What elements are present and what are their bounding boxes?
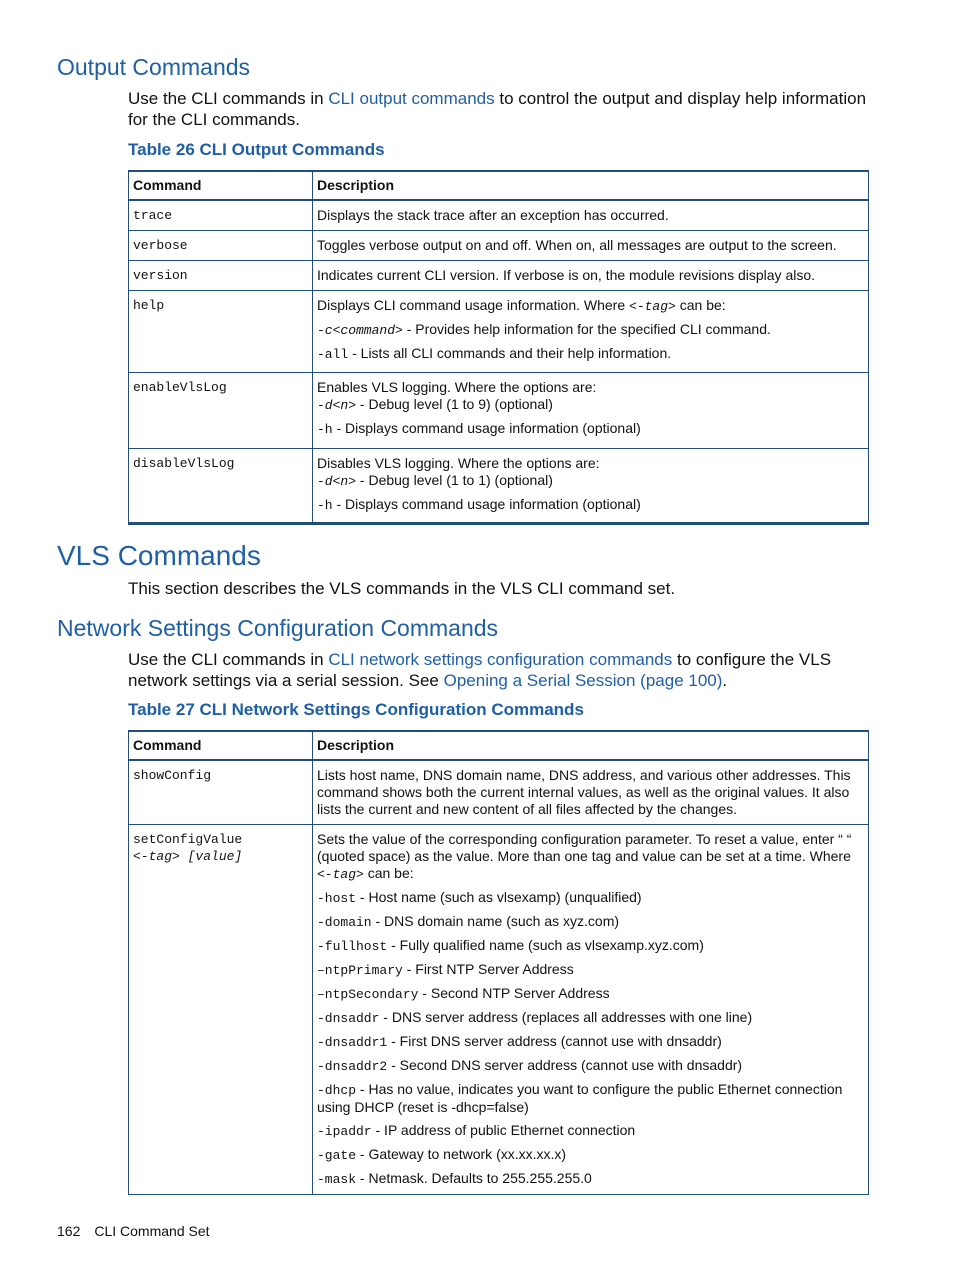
output-intro <box>128 88 873 130</box>
network-intro <box>128 649 873 691</box>
option-text: - DNS server address (replaces all addresses with one line) <box>379 1009 753 1025</box>
option-line <box>317 396 864 414</box>
description-line: Enables VLS logging. Where the options are: <box>317 379 597 395</box>
option-line <box>317 321 864 339</box>
page-number: 162 <box>57 1223 81 1239</box>
text: can be: <box>675 297 726 313</box>
text: - Displays command usage information (optional) <box>332 420 641 436</box>
option-line <box>317 1146 864 1164</box>
command-cell: verbose <box>129 231 313 261</box>
option-code: -dnsaddr1 <box>317 1035 388 1050</box>
column-header-command: Command <box>129 731 313 760</box>
option-code: -host <box>317 891 357 906</box>
option-text: - Host name (such as vlsexamp) (unqualified) <box>356 889 642 905</box>
description-intro <box>317 831 864 883</box>
code: <-tag> <box>629 299 676 314</box>
column-header-description: Description <box>313 731 869 760</box>
text: can be: <box>363 865 414 881</box>
table-row <box>129 373 869 449</box>
option-line <box>317 937 864 955</box>
network-intro-text: Use the CLI commands in <box>128 650 329 669</box>
code: -h <box>317 498 333 513</box>
option-line <box>317 961 864 979</box>
option-line <box>317 1081 864 1116</box>
description-cell <box>313 449 869 524</box>
code: -c<command> <box>317 323 403 338</box>
description-cell <box>313 373 869 449</box>
description-cell: Lists host name, DNS domain name, DNS address, and various other addresses. This command shows both the current internal values, as well as the original values. It also lists the current and new content of all files affected by the changes. <box>313 760 869 825</box>
network-settings-heading: Network Settings Configuration Commands <box>57 615 499 641</box>
vls-commands-heading: VLS Commands <box>57 540 261 571</box>
option-code: –ntpSecondary <box>317 987 419 1002</box>
text: Sets the value of the corresponding configuration parameter. To reset a value, enter “ “ (quoted space) as the value. More than one tag and value can be set at a time. Where <box>317 831 852 864</box>
table-row <box>129 825 869 1195</box>
description-cell <box>313 825 869 1195</box>
option-code: –ntpPrimary <box>317 963 403 978</box>
option-text: - Gateway to network (xx.xx.xx.x) <box>356 1146 567 1162</box>
network-intro-text-end: . <box>722 671 728 690</box>
option-code: -dnsaddr2 <box>317 1059 388 1074</box>
table-row <box>129 231 869 261</box>
code: -d<n> <box>317 474 357 489</box>
code: -d<n> <box>317 398 357 413</box>
option-line <box>317 1057 864 1075</box>
option-line <box>317 889 864 907</box>
description-line: Disables VLS logging. Where the options are: <box>317 455 600 471</box>
command-args: <-tag> [value] <box>133 849 243 864</box>
command-cell: disableVlsLog <box>129 449 313 524</box>
code: -h <box>317 422 333 437</box>
option-text: - Second DNS server address (cannot use with dnsaddr) <box>387 1057 743 1073</box>
text: - Debug level (1 to 9) (optional) <box>356 396 553 412</box>
description-line <box>317 297 864 315</box>
option-line <box>317 345 864 363</box>
option-line <box>317 496 864 514</box>
option-code: -ipaddr <box>317 1124 372 1139</box>
option-line <box>317 472 864 490</box>
output-commands-heading: Output Commands <box>57 54 251 80</box>
description-cell: Toggles verbose output on and off. When on, all messages are output to the screen. <box>313 231 869 261</box>
command-cell: trace <box>129 200 313 231</box>
option-line <box>317 1122 864 1140</box>
option-text: - Netmask. Defaults to 255.255.255.0 <box>356 1170 592 1186</box>
command-name: setConfigValue <box>133 832 243 847</box>
cli-network-settings-table <box>128 730 869 1195</box>
option-text: - First NTP Server Address <box>402 961 574 977</box>
option-text: - IP address of public Ethernet connection <box>371 1122 636 1138</box>
text: - Lists all CLI commands and their help information. <box>348 345 672 361</box>
option-line <box>317 913 864 931</box>
option-line <box>317 1033 864 1051</box>
command-cell: showConfig <box>129 760 313 825</box>
option-line <box>317 1170 864 1188</box>
column-header-command: Command <box>129 171 313 200</box>
table-row <box>129 760 869 825</box>
code: <-tag> <box>317 867 364 882</box>
description-cell: Indicates current CLI version. If verbose is on, the module revisions display also. <box>313 261 869 291</box>
option-text: - First DNS server address (cannot use with dnsaddr) <box>387 1033 722 1049</box>
option-code: -fullhost <box>317 939 388 954</box>
option-text: - DNS domain name (such as xyz.com) <box>371 913 620 929</box>
description-cell <box>313 291 869 373</box>
text: - Debug level (1 to 1) (optional) <box>356 472 553 488</box>
command-cell <box>129 825 313 1195</box>
text: - Provides help information for the specified CLI command. <box>402 321 771 337</box>
output-intro-text: Use the CLI commands in <box>128 89 329 108</box>
description-cell: Displays the stack trace after an exception has occurred. <box>313 200 869 231</box>
option-text: - Fully qualified name (such as vlsexamp.xyz.com) <box>387 937 704 953</box>
code: -all <box>317 347 349 362</box>
option-text: - Second NTP Server Address <box>418 985 610 1001</box>
text: Displays CLI command usage information. Where <box>317 297 630 313</box>
table-row <box>129 291 869 373</box>
cli-network-settings-link[interactable]: CLI network settings configuration commands <box>328 650 673 669</box>
option-text: - Has no value, indicates you want to configure the public Ethernet connection using DHCP (reset is -dhcp=false) <box>317 1081 843 1115</box>
table-27-caption: Table 27 CLI Network Settings Configuration Commands <box>128 700 584 719</box>
output-intro-text-end: to control the output and display help information for the CLI commands. <box>128 89 867 129</box>
option-code: -gate <box>317 1148 357 1163</box>
command-cell: version <box>129 261 313 291</box>
option-code: -mask <box>317 1172 357 1187</box>
option-line <box>317 420 864 438</box>
footer <box>57 1223 210 1239</box>
column-header-description: Description <box>313 171 869 200</box>
table-row <box>129 449 869 524</box>
text: - Displays command usage information (optional) <box>332 496 641 512</box>
option-line <box>317 1009 864 1027</box>
option-line <box>317 985 864 1003</box>
option-list <box>317 889 864 1188</box>
command-cell: enableVlsLog <box>129 373 313 449</box>
opening-serial-session-link[interactable]: Opening a Serial Session (page 100) <box>443 671 723 690</box>
command-cell: help <box>129 291 313 373</box>
network-intro-text-mid: to configure the VLS network settings via a serial session. See <box>128 650 832 690</box>
footer-section: CLI Command Set <box>94 1223 210 1239</box>
option-code: -dnsaddr <box>317 1011 380 1026</box>
option-code: -domain <box>317 915 372 930</box>
table-row <box>129 200 869 231</box>
table-26-caption: Table 26 CLI Output Commands <box>128 140 385 159</box>
cli-output-commands-table <box>128 170 869 525</box>
option-code: -dhcp <box>317 1083 357 1098</box>
vls-intro: This section describes the VLS commands in the VLS CLI command set. <box>128 579 676 598</box>
cli-output-commands-link[interactable]: CLI output commands <box>328 89 495 108</box>
table-row <box>129 261 869 291</box>
